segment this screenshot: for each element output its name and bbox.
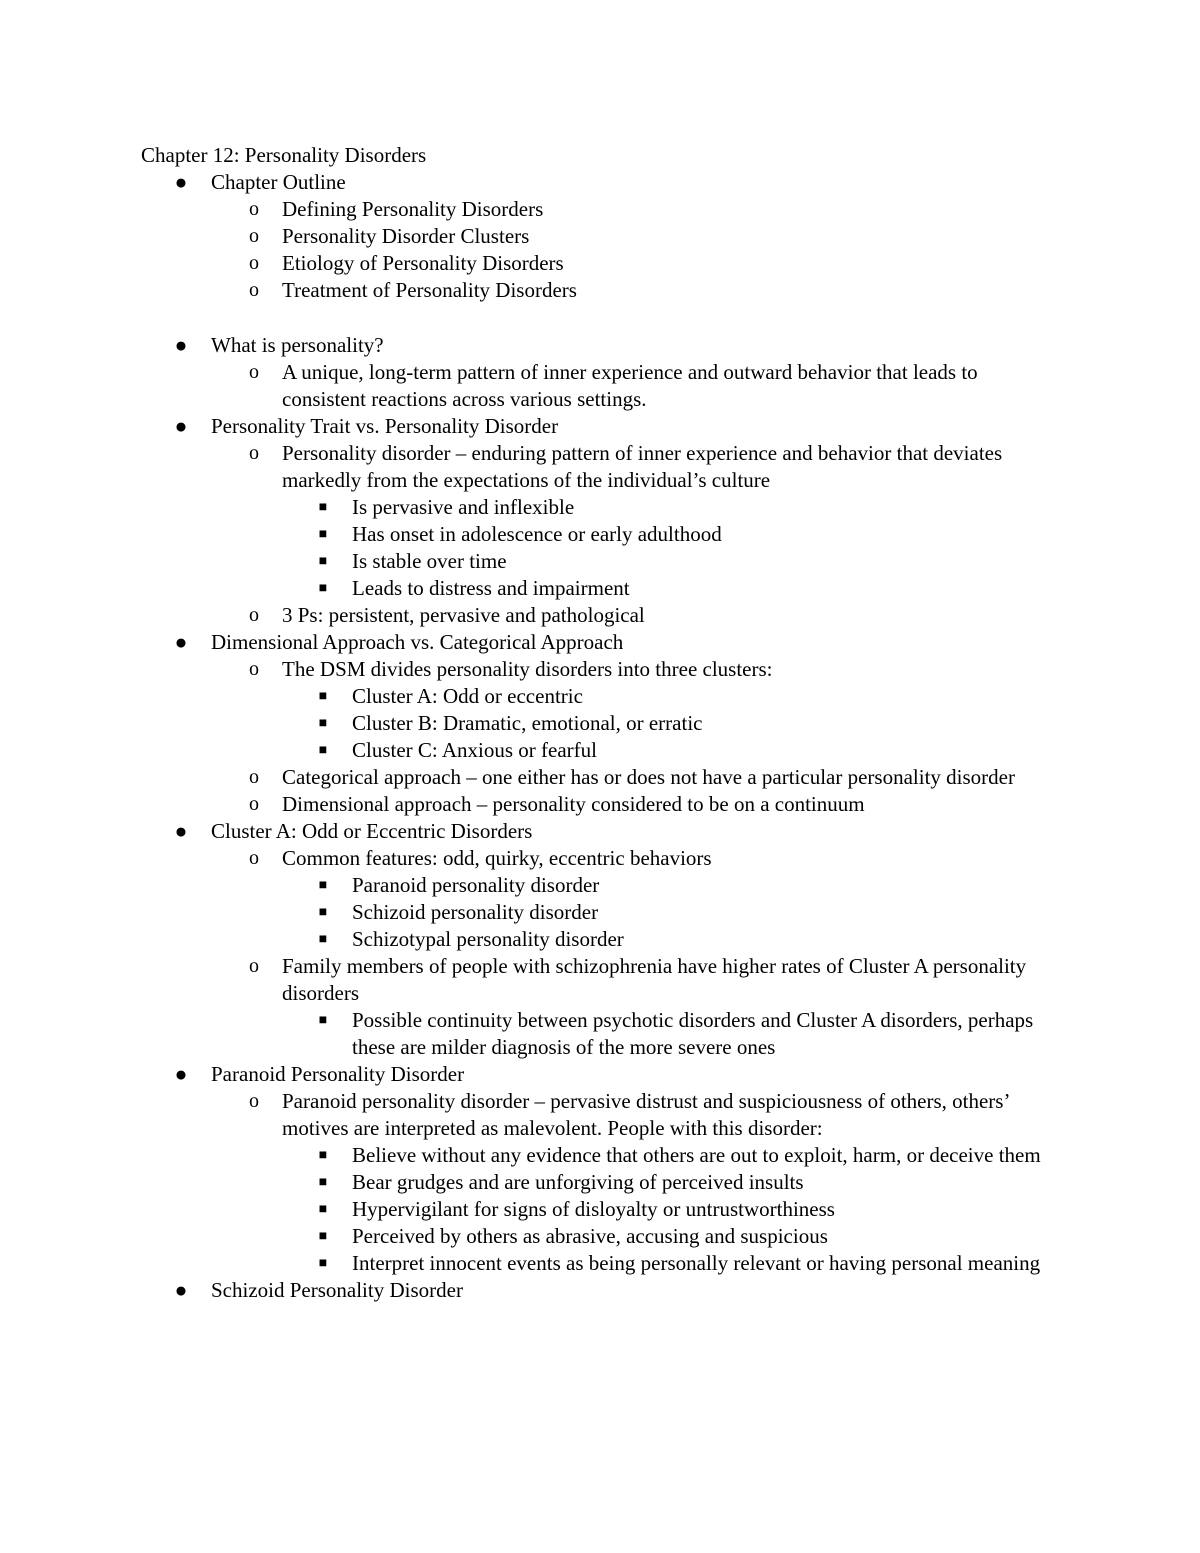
square-bullet-marker: ■ (318, 1202, 328, 1217)
sub-bullet-marker: o (249, 766, 259, 788)
bullet-marker: ● (174, 414, 188, 438)
criteria-item (141, 548, 1061, 575)
outline-item (141, 277, 1061, 304)
bullet-cluster-a (141, 818, 1061, 845)
criteria-item (141, 494, 1061, 521)
categorical-approach (141, 764, 1061, 791)
bullet-marker: ● (174, 1278, 188, 1302)
cluster-item (141, 683, 1061, 710)
continuity-item (141, 1007, 1061, 1061)
categorical-text: Categorical approach – one either has or does not have a particular personality disorder (282, 765, 1015, 789)
trait-text: Perceived by others as abrasive, accusing and suspicious (352, 1224, 828, 1248)
bullet-chapter-outline (141, 169, 1061, 196)
definition-text: Paranoid personality disorder – pervasive distrust and suspiciousness of others, others’ motives are interpreted as malevolent. People with this disorder: (282, 1089, 1009, 1140)
disorder-text: Schizoid personality disorder (352, 900, 599, 924)
sub-bullet-marker: o (249, 361, 259, 383)
square-bullet-marker: ■ (318, 1175, 328, 1190)
outline-item-text: Etiology of Personality Disorders (282, 251, 564, 275)
cluster-item (141, 737, 1061, 764)
bullet-marker: ● (174, 1062, 188, 1086)
square-bullet-marker: ■ (318, 581, 328, 596)
bullet-text: What is personality? (211, 333, 384, 357)
bullet-marker: ● (174, 819, 188, 843)
paranoid-definition (141, 1088, 1061, 1142)
criteria-text: Is stable over time (352, 549, 507, 573)
square-bullet-marker: ■ (318, 932, 328, 947)
outline-item-text: Treatment of Personality Disorders (282, 278, 577, 302)
common-features-text: Common features: odd, quirky, eccentric behaviors (282, 846, 712, 870)
dsm-text: The DSM divides personality disorders into three clusters: (282, 657, 773, 681)
trait-text: Bear grudges and are unforgiving of perceived insults (352, 1170, 804, 1194)
three-ps-text: 3 Ps: persistent, pervasive and pathological (282, 603, 645, 627)
outline-item-text: Defining Personality Disorders (282, 197, 544, 221)
bullet-text: Personality Trait vs. Personality Disorder (211, 414, 559, 438)
dsm-clusters (141, 656, 1061, 683)
outline-item-text: Personality Disorder Clusters (282, 224, 530, 248)
bullet-schizoid (141, 1277, 1061, 1304)
square-bullet-marker: ■ (318, 1256, 328, 1271)
disorder-text: Schizotypal personality disorder (352, 927, 624, 951)
bullet-what-is-personality (141, 332, 1061, 359)
sub-bullet-marker: o (249, 793, 259, 815)
blank-line (141, 304, 1061, 332)
trait-text: Believe without any evidence that others are out to exploit, harm, or deceive them (352, 1143, 1041, 1167)
square-bullet-marker: ■ (318, 1013, 328, 1028)
outline-item (141, 196, 1061, 223)
bullet-text: Paranoid Personality Disorder (211, 1062, 465, 1086)
square-bullet-marker: ■ (318, 905, 328, 920)
sub-bullet-marker: o (249, 847, 259, 869)
document-title: Chapter 12: Personality Disorders (141, 143, 427, 167)
sub-bullet-marker: o (249, 225, 259, 247)
cluster-item (141, 710, 1061, 737)
trait-text: Hypervigilant for signs of disloyalty or untrustworthiness (352, 1197, 835, 1221)
square-bullet-marker: ■ (318, 527, 328, 542)
bullet-trait-vs-disorder (141, 413, 1061, 440)
trait-item (141, 1142, 1061, 1169)
bullet-marker: ● (174, 333, 188, 357)
bullet-text: Schizoid Personality Disorder (211, 1278, 463, 1302)
common-features (141, 845, 1061, 872)
square-bullet-marker: ■ (318, 500, 328, 515)
bullet-dimensional-vs-categorical (141, 629, 1061, 656)
sub-bullet-marker: o (249, 252, 259, 274)
criteria-text: Is pervasive and inflexible (352, 495, 575, 519)
family-members (141, 953, 1061, 1007)
square-bullet-marker: ■ (318, 554, 328, 569)
trait-item (141, 1250, 1061, 1277)
outline-item (141, 223, 1061, 250)
square-bullet-marker: ■ (318, 1148, 328, 1163)
bullet-marker: ● (174, 630, 188, 654)
disorder-definition (141, 440, 1061, 494)
disorder-item (141, 872, 1061, 899)
sub-bullet-marker: o (249, 279, 259, 301)
square-bullet-marker: ■ (318, 716, 328, 731)
personality-definition (141, 359, 1061, 413)
sub-bullet-marker: o (249, 604, 259, 626)
criteria-item (141, 521, 1061, 548)
sub-bullet-marker: o (249, 198, 259, 220)
disorder-text: Paranoid personality disorder (352, 873, 600, 897)
criteria-item (141, 575, 1061, 602)
outline-item (141, 250, 1061, 277)
dimensional-text: Dimensional approach – personality considered to be on a continuum (282, 792, 865, 816)
trait-item (141, 1196, 1061, 1223)
disorder-item (141, 899, 1061, 926)
trait-item (141, 1169, 1061, 1196)
bullet-text: Dimensional Approach vs. Categorical Approach (211, 630, 624, 654)
bullet-paranoid (141, 1061, 1061, 1088)
square-bullet-marker: ■ (318, 689, 328, 704)
cluster-text: Cluster C: Anxious or fearful (352, 738, 597, 762)
definition-text: A unique, long-term pattern of inner experience and outward behavior that leads to consistent reactions across various settings. (282, 360, 978, 411)
trait-text: Interpret innocent events as being personally relevant or having personal meaning (352, 1251, 1041, 1275)
bullet-text: Chapter Outline (211, 170, 346, 194)
dimensional-approach (141, 791, 1061, 818)
square-bullet-marker: ■ (318, 878, 328, 893)
sub-bullet-marker: o (249, 1090, 259, 1112)
criteria-text: Leads to distress and impairment (352, 576, 630, 600)
cluster-text: Cluster A: Odd or eccentric (352, 684, 583, 708)
three-ps (141, 602, 1061, 629)
cluster-text: Cluster B: Dramatic, emotional, or erratic (352, 711, 703, 735)
sub-bullet-marker: o (249, 955, 259, 977)
continuity-text: Possible continuity between psychotic disorders and Cluster A disorders, perhaps these are milder diagnosis of the more severe ones (352, 1008, 1034, 1059)
disorder-item (141, 926, 1061, 953)
bullet-marker: ● (174, 170, 188, 194)
family-text: Family members of people with schizophrenia have higher rates of Cluster A personality disorders (282, 954, 1027, 1005)
square-bullet-marker: ■ (318, 743, 328, 758)
criteria-text: Has onset in adolescence or early adulthood (352, 522, 722, 546)
sub-bullet-marker: o (249, 658, 259, 680)
bullet-text: Cluster A: Odd or Eccentric Disorders (211, 819, 533, 843)
sub-bullet-marker: o (249, 442, 259, 464)
definition-text: Personality disorder – enduring pattern of inner experience and behavior that deviates markedly from the expectations of the individual’s culture (282, 441, 1003, 492)
document-page (141, 142, 1061, 1304)
trait-item (141, 1223, 1061, 1250)
square-bullet-marker: ■ (318, 1229, 328, 1244)
